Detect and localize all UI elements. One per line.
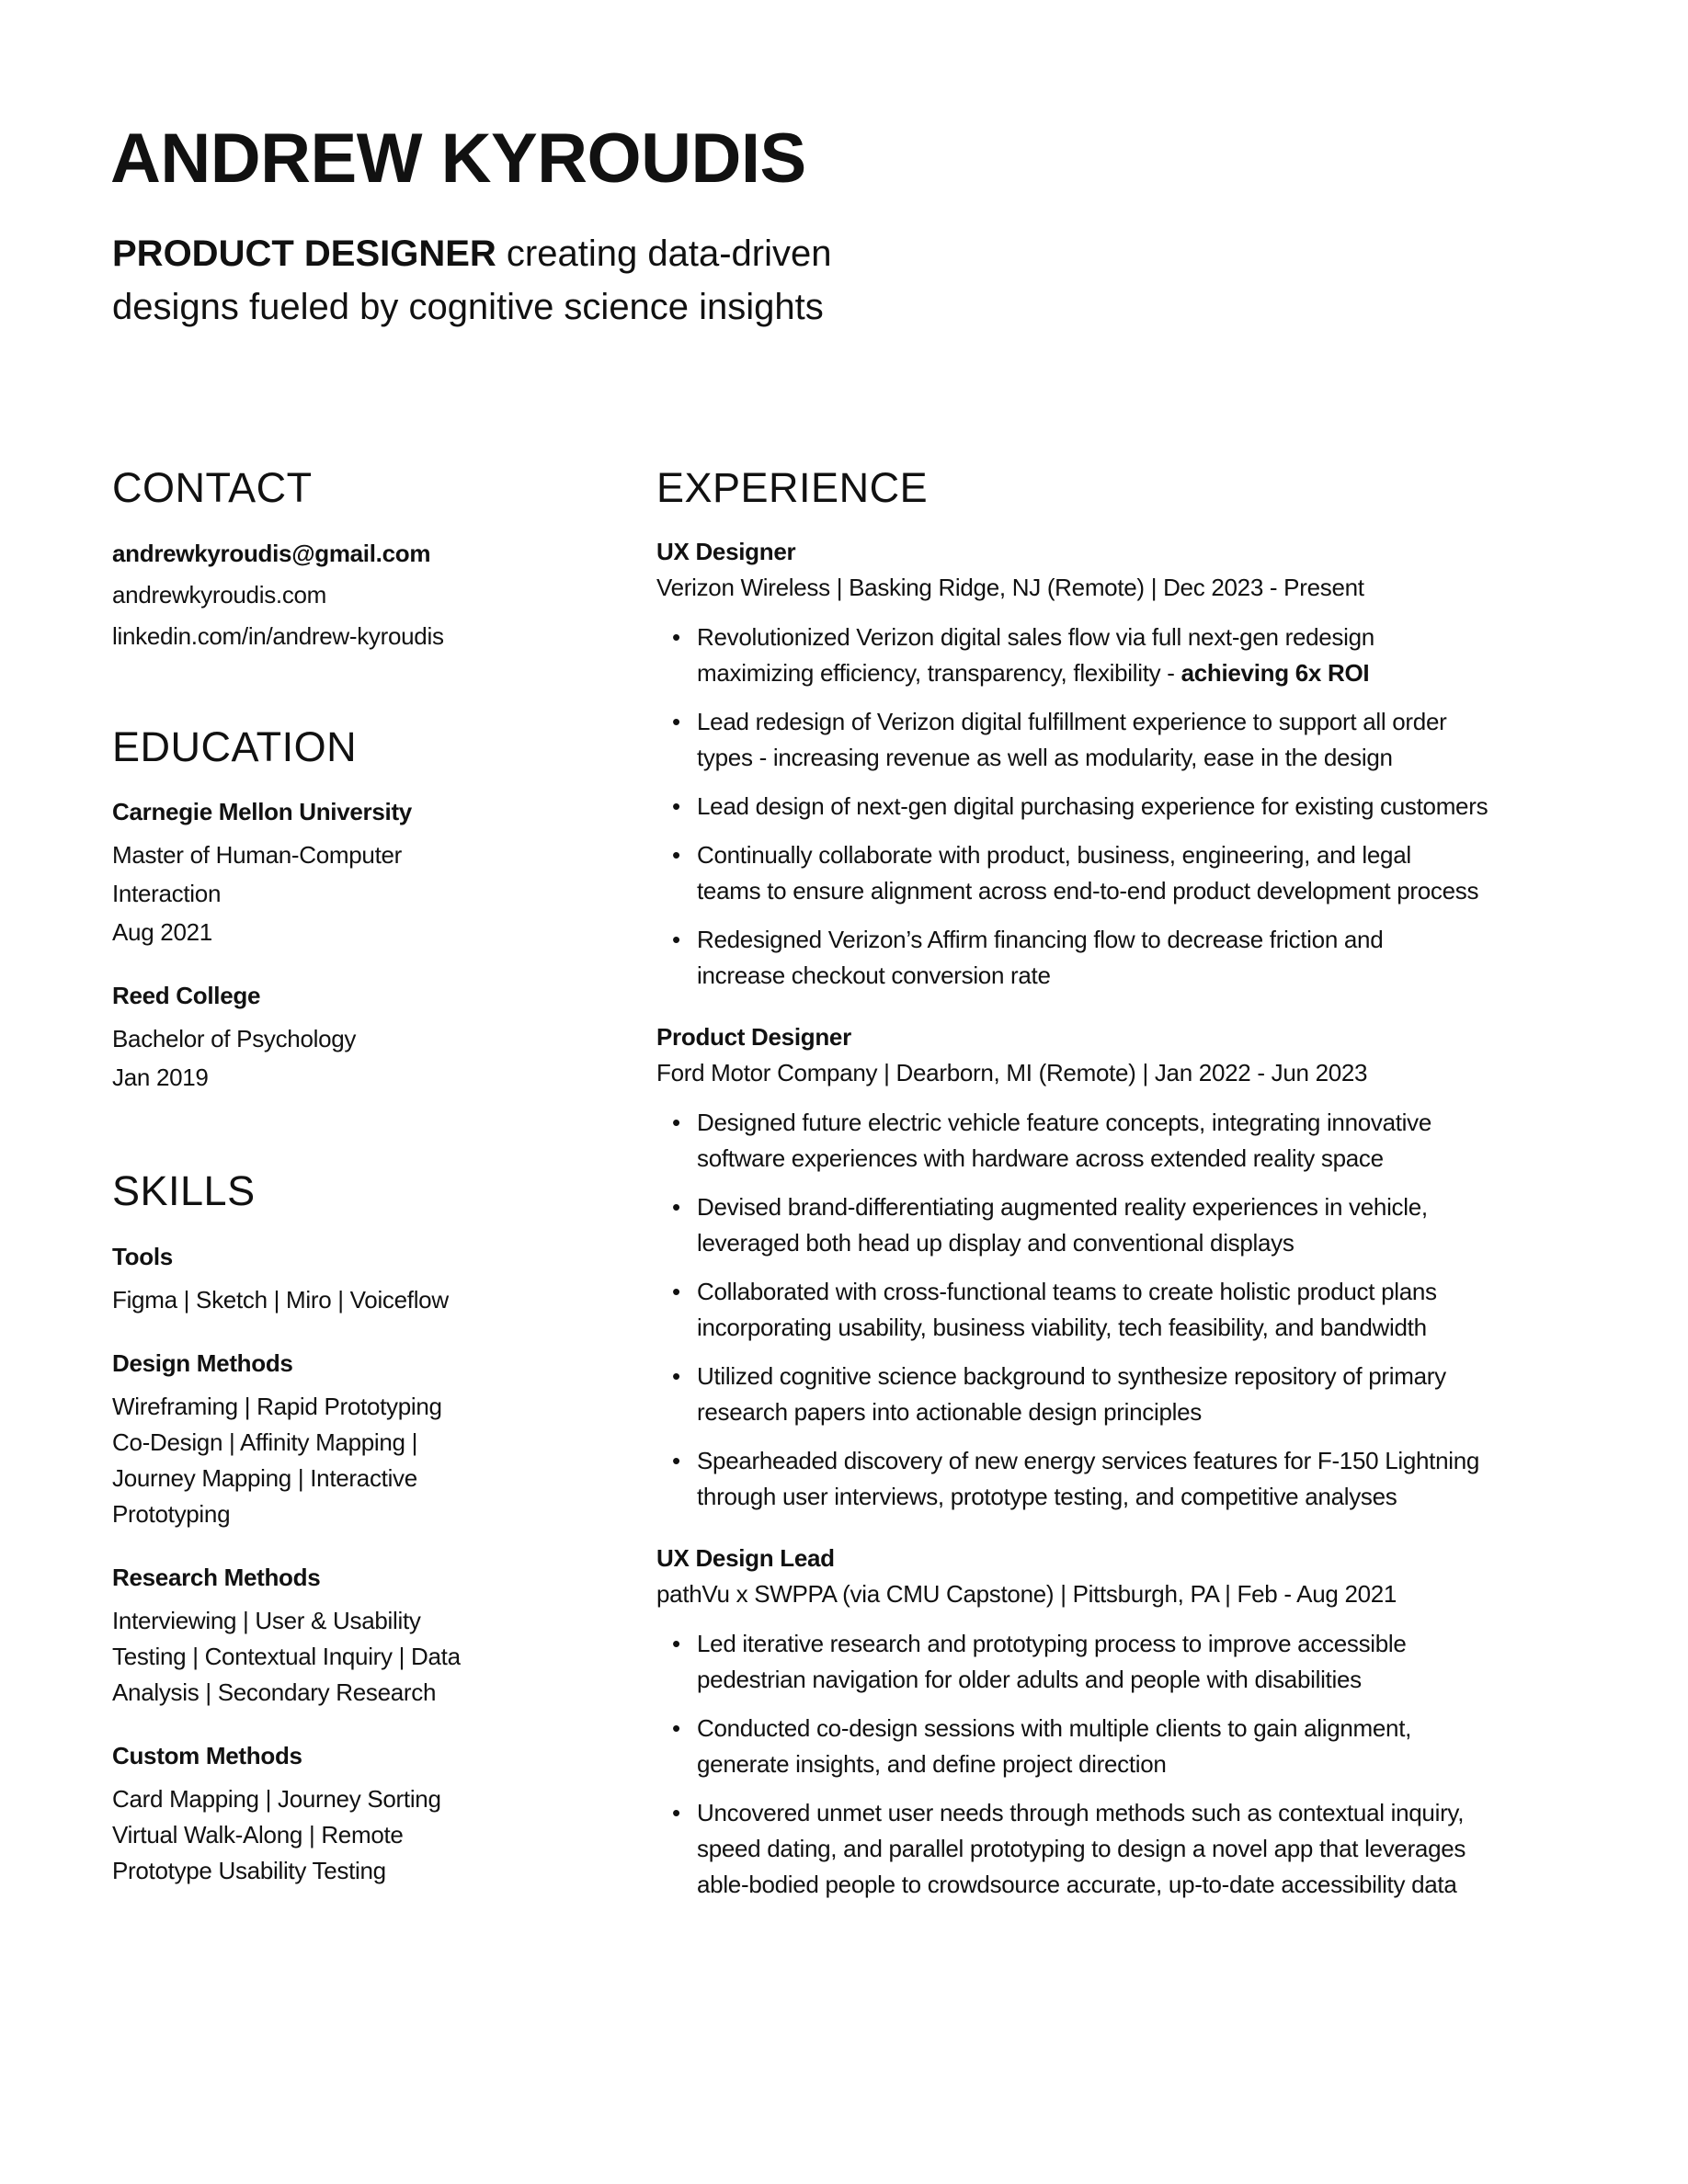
bullet-text: teams to ensure alignment across end-to-end product development process: [697, 877, 1479, 904]
bullet-text: increase checkout conversion rate: [697, 961, 1051, 989]
bullet-line: [697, 1626, 1488, 1662]
bullet-icon: •: [672, 841, 680, 869]
skill-line: Card Mapping | Journey Sorting: [112, 1785, 441, 1813]
tagline-text: creating data-driven: [496, 233, 832, 274]
skill-group-title: Custom Methods: [112, 1742, 302, 1769]
bullet-text: Continually collaborate with product, business, engineering, and legal: [697, 841, 1411, 869]
bullet-line: [697, 1711, 1488, 1746]
contact-heading: CONTACT: [112, 464, 313, 511]
bullet-icon: •: [672, 792, 680, 820]
bullet-line: [697, 655, 1488, 691]
bullet-text: types - increasing revenue as well as modularity, ease in the design: [697, 744, 1393, 771]
bullet-line: [697, 1359, 1488, 1394]
bullet-icon: •: [672, 1630, 680, 1657]
skill-line: Analysis | Secondary Research: [112, 1678, 437, 1706]
bullet-icon: •: [672, 1799, 680, 1826]
bullet-item: [656, 922, 1488, 994]
bullet-line: [697, 1443, 1488, 1479]
bullet-text: maximizing efficiency, transparency, flexibility -: [697, 659, 1181, 687]
bullet-text: research papers into actionable design principles: [697, 1398, 1202, 1426]
skills-section: [112, 1239, 461, 1889]
education-entry: [112, 794, 412, 950]
skill-group: [112, 1560, 461, 1711]
bullet-text: Designed future electric vehicle feature concepts, integrating innovative: [697, 1109, 1432, 1136]
education-detail: Aug 2021: [112, 918, 212, 946]
bullet-item: [656, 1274, 1488, 1346]
bullet-line: [697, 1795, 1488, 1831]
bullet-text: able-bodied people to crowdsource accurate, up-to-date accessibility data: [697, 1871, 1457, 1898]
skill-group-title: Tools: [112, 1243, 173, 1270]
job-title: UX Designer: [656, 538, 796, 565]
contact-linkedin[interactable]: linkedin.com/in/andrew-kyroudis: [112, 622, 444, 650]
job-title: Product Designer: [656, 1023, 851, 1051]
bullet-icon: •: [672, 1109, 680, 1136]
bullet-icon: •: [672, 1362, 680, 1390]
bullet-line: [697, 837, 1488, 873]
bullet-line: [697, 789, 1488, 825]
tagline-text-line2: designs fueled by cognitive science insights: [112, 287, 824, 327]
job-entry: [656, 1541, 1488, 1903]
bullet-item: [656, 704, 1488, 776]
education-detail: Bachelor of Psychology: [112, 1025, 357, 1052]
bullet-icon: •: [672, 926, 680, 953]
skill-line: Prototyping: [112, 1500, 231, 1528]
skill-group-title: Design Methods: [112, 1349, 293, 1377]
bullet-text: generate insights, and define project direction: [697, 1750, 1167, 1778]
skills-heading: SKILLS: [112, 1167, 256, 1214]
bullet-item: [656, 1189, 1488, 1261]
school-name: Carnegie Mellon University: [112, 798, 412, 825]
bullet-line: [697, 620, 1488, 655]
bullet-line: [697, 740, 1488, 776]
education-section: [112, 794, 412, 1096]
bullet-line: [697, 873, 1488, 909]
skill-line: Testing | Contextual Inquiry | Data: [112, 1643, 461, 1670]
skill-line: Interviewing | User & Usability: [112, 1607, 421, 1634]
resume-name: ANDREW KYROUDIS: [110, 119, 806, 198]
bullet-text: Spearheaded discovery of new energy services features for F-150 Lightning: [697, 1447, 1480, 1474]
bullet-line: [697, 1141, 1488, 1177]
tagline-role: PRODUCT DESIGNER: [112, 233, 496, 274]
bullet-item: [656, 837, 1488, 909]
bullet-text: Led iterative research and prototyping process to improve accessible: [697, 1630, 1407, 1657]
bullet-text: pedestrian navigation for older adults and people with disabilities: [697, 1666, 1362, 1693]
bullet-item: [656, 1626, 1488, 1698]
education-detail: Master of Human-Computer: [112, 841, 403, 869]
skill-group: [112, 1346, 461, 1532]
skill-line: Figma | Sketch | Miro | Voiceflow: [112, 1286, 449, 1314]
job-entry: [656, 534, 1488, 994]
bullet-line: [697, 1274, 1488, 1310]
bullet-text: through user interviews, prototype testing, and competitive analyses: [697, 1483, 1397, 1510]
skill-group: [112, 1239, 461, 1318]
skill-line: Co-Design | Affinity Mapping |: [112, 1428, 418, 1456]
contact-email[interactable]: andrewkyroudis@gmail.com: [112, 540, 431, 567]
bullet-text: Uncovered unmet user needs through methods such as contextual inquiry,: [697, 1799, 1465, 1826]
bullet-text: Lead design of next-gen digital purchasing experience for existing customers: [697, 792, 1488, 820]
skill-line: Prototype Usability Testing: [112, 1857, 386, 1884]
bullet-text: speed dating, and parallel prototyping to design a novel app that leverages: [697, 1835, 1466, 1862]
bullet-line: [697, 1867, 1488, 1903]
job-entry: [656, 1019, 1488, 1515]
bullet-text: Devised brand-differentiating augmented reality experiences in vehicle,: [697, 1193, 1428, 1221]
bullet-text: Lead redesign of Verizon digital fulfillment experience to support all order: [697, 708, 1447, 735]
bullet-icon: •: [672, 1278, 680, 1305]
skill-line: Journey Mapping | Interactive: [112, 1464, 417, 1492]
bullet-item: [656, 620, 1488, 691]
bullet-line: [697, 1105, 1488, 1141]
skill-group-title: Research Methods: [112, 1564, 321, 1591]
bullet-item: [656, 1795, 1488, 1903]
bullet-line: [697, 1394, 1488, 1430]
bullet-text: leveraged both head up display and conventional displays: [697, 1229, 1295, 1257]
education-detail: Jan 2019: [112, 1064, 209, 1091]
school-name: Reed College: [112, 982, 261, 1009]
bullet-line: [697, 1831, 1488, 1867]
education-detail: Interaction: [112, 880, 222, 907]
bullet-line: [697, 1310, 1488, 1346]
bullet-text: Revolutionized Verizon digital sales flow via full next-gen redesign: [697, 623, 1374, 651]
bullet-line: [697, 1189, 1488, 1225]
bullet-text: Collaborated with cross-functional teams to create holistic product plans: [697, 1278, 1437, 1305]
bullet-icon: •: [672, 1193, 680, 1221]
bullet-text: incorporating usability, business viability, tech feasibility, and bandwidth: [697, 1314, 1427, 1341]
bullet-text: Utilized cognitive science background to synthesize repository of primary: [697, 1362, 1446, 1390]
experience-heading: EXPERIENCE: [656, 464, 929, 511]
bullet-text: Conducted co-design sessions with multiple clients to gain alignment,: [697, 1714, 1412, 1742]
job-meta: pathVu x SWPPA (via CMU Capstone) | Pittsburgh, PA | Feb - Aug 2021: [656, 1580, 1397, 1608]
bullet-item: [656, 1359, 1488, 1430]
skill-line: Virtual Walk-Along | Remote: [112, 1821, 404, 1848]
tagline: [112, 227, 831, 334]
bullet-line: [697, 922, 1488, 958]
bullet-text: Redesigned Verizon’s Affirm financing flow to decrease friction and: [697, 926, 1384, 953]
education-entry: [112, 978, 412, 1096]
bullet-icon: •: [672, 708, 680, 735]
job-meta: Ford Motor Company | Dearborn, MI (Remote) | Jan 2022 - Jun 2023: [656, 1059, 1368, 1086]
bullet-item: [656, 789, 1488, 825]
job-title: UX Design Lead: [656, 1544, 835, 1572]
skill-line: Wireframing | Rapid Prototyping: [112, 1393, 442, 1420]
bullet-item: [656, 1711, 1488, 1782]
experience-section: [656, 534, 1488, 1903]
contact-section: [112, 533, 444, 657]
bullet-item: [656, 1443, 1488, 1515]
bullet-item: [656, 1105, 1488, 1177]
education-heading: EDUCATION: [112, 723, 358, 770]
bullet-icon: •: [672, 1714, 680, 1742]
bullet-icon: •: [672, 1447, 680, 1474]
bullet-line: [697, 1746, 1488, 1782]
bullet-line: [697, 1662, 1488, 1698]
bullet-line: [697, 704, 1488, 740]
job-meta: Verizon Wireless | Basking Ridge, NJ (Remote) | Dec 2023 - Present: [656, 574, 1364, 601]
contact-website[interactable]: andrewkyroudis.com: [112, 581, 327, 609]
bullet-icon: •: [672, 623, 680, 651]
bullet-highlight: achieving 6x ROI: [1180, 659, 1370, 687]
bullet-line: [697, 958, 1488, 994]
bullet-text: software experiences with hardware across extended reality space: [697, 1144, 1384, 1172]
bullet-line: [697, 1225, 1488, 1261]
skill-group: [112, 1738, 461, 1889]
bullet-line: [697, 1479, 1488, 1515]
